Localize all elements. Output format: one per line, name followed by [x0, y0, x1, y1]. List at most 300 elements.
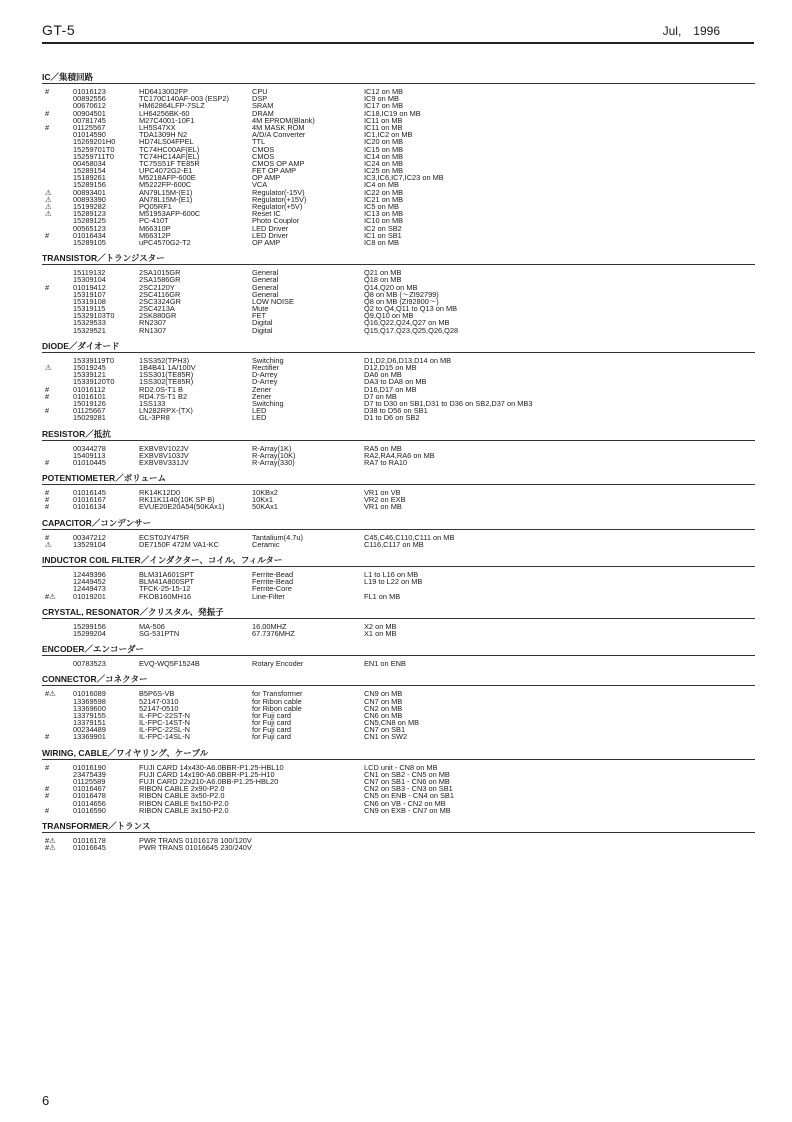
parts-list [42, 72, 755, 858]
part-type: CMOS OP AMP [252, 158, 305, 168]
part-description: TDA1309H N2 [139, 130, 188, 140]
parts-section [42, 748, 755, 814]
part-number: 00893390 [73, 194, 106, 204]
part-number: 00892556 [73, 94, 106, 104]
part-number: 15339121 [73, 370, 106, 380]
part-number: 15269201H0 [73, 137, 116, 147]
part-description: EXBV8V102JV [139, 443, 189, 453]
part-number: 00565123 [73, 223, 106, 233]
row-mark: # [45, 282, 50, 292]
part-type: Rotary Encoder [252, 659, 304, 669]
header-rule [42, 42, 754, 44]
part-description: TC170C140AF-003 (ESP2) [139, 94, 229, 104]
part-description: 2SA1586GR [139, 275, 181, 285]
parts-section [42, 429, 755, 467]
part-number: 13529104 [73, 539, 106, 549]
part-description: MA-506 [139, 621, 165, 631]
part-description: RN1307 [139, 325, 167, 335]
part-type: Photo Couplor [252, 216, 300, 226]
part-description: EXBV8V103JV [139, 450, 189, 460]
parts-row [42, 844, 755, 851]
part-number: 23475439 [73, 769, 106, 779]
part-location: Q16,Q22,Q24,Q27 on MB [364, 318, 450, 328]
part-location: CN5,CN8 on MB [364, 718, 420, 728]
part-number: 00347212 [73, 532, 106, 542]
part-type: LOW NOISE [252, 296, 294, 306]
part-description: PWR TRANS 01016178 100/120V [139, 835, 252, 845]
part-type: 10Kx1 [252, 495, 273, 505]
part-description: 2SC3324GR [139, 296, 181, 306]
section-rule [42, 83, 755, 84]
part-description: TFCK-25-15-12 [139, 584, 191, 594]
part-number: 15289105 [73, 237, 106, 247]
part-number: 15299204 [73, 628, 106, 638]
section-rule [42, 618, 755, 619]
part-number: 13369600 [73, 703, 106, 713]
part-description: 52147-0310 [139, 696, 179, 706]
part-location: D7 on MB [364, 391, 397, 401]
part-number: 15329103T0 [73, 311, 115, 321]
part-location: IC17 on MB [364, 101, 404, 111]
document-model: GT-5 [42, 22, 76, 38]
part-description: 2SK880GR [139, 311, 177, 321]
part-description: LH5S47XX [139, 122, 176, 132]
part-description: 1SS133 [139, 398, 166, 408]
part-description: BLM41A800SPT [139, 577, 195, 587]
part-location: CN2 on SB3 - CN3 on SB1 [364, 784, 453, 794]
part-type: CMOS [252, 144, 275, 154]
section-rule [42, 655, 755, 656]
section-title: TRANSFORMER／トランス [42, 820, 151, 831]
parts-row [42, 733, 755, 740]
part-type: Digital [252, 318, 273, 328]
part-description: TC74HC14AF(EL) [139, 151, 200, 161]
part-number: 15289156 [73, 180, 106, 190]
part-location: RA2,RA4,RA6 on MB [364, 450, 435, 460]
part-location: IC13 on MB [364, 209, 404, 219]
part-type: R-Array(1K) [252, 443, 292, 453]
row-mark: # [45, 502, 50, 512]
part-type: VCA [252, 180, 268, 190]
section-title: TRANSISTOR／トランジスター [42, 253, 165, 264]
part-location: CN6 on MB [364, 710, 403, 720]
part-number: 01016101 [73, 391, 106, 401]
part-description: RIBON CABLE 2x90-P2.0 [139, 784, 225, 794]
part-type: for Ribon cable [252, 703, 302, 713]
part-location: IC21 on MB [364, 194, 404, 204]
part-description: M5222FP-600C [139, 180, 192, 190]
part-type: Mute [252, 304, 269, 314]
part-description: IL-FPC-22SL-N [139, 725, 190, 735]
part-number: 13369598 [73, 696, 106, 706]
part-type: LED Driver [252, 230, 289, 240]
part-number: 01014656 [73, 798, 106, 808]
part-number: 15029281 [73, 413, 106, 423]
part-type: 67.7376MHZ [252, 628, 295, 638]
part-type: for Fuji card [252, 732, 292, 742]
part-location: IC1 on SB1 [364, 230, 402, 240]
part-number: 15339119T0 [73, 355, 114, 365]
section-rule [42, 264, 755, 265]
part-location: LCD unit - CN8 on MB [364, 762, 438, 772]
part-number: 15319115 [73, 304, 106, 314]
row-mark: # [45, 488, 50, 498]
part-type: 4M MASK ROM [252, 122, 305, 132]
part-location: IC4 on MB [364, 180, 399, 190]
part-number: 01125667 [73, 406, 106, 416]
part-number: 01016645 [73, 843, 106, 853]
part-number: 12449452 [73, 577, 106, 587]
part-description: IL-FPC-14ST-N [139, 718, 190, 728]
row-mark: ⚠ [45, 539, 52, 549]
part-description: HD6413002FP [139, 87, 188, 96]
part-type: FET [252, 311, 266, 321]
section-title: WIRING, CABLE／ワイヤリング、ケーブル [42, 747, 209, 758]
part-number: 00344278 [73, 443, 106, 453]
part-number: 15259701T0 [73, 144, 115, 154]
parts-section [42, 341, 755, 422]
part-location: IC9 on MB [364, 94, 399, 104]
parts-row [42, 630, 755, 637]
part-type: DRAM [252, 108, 274, 118]
part-location: X1 on MB [364, 628, 397, 638]
part-description: 2SC4116GR [139, 289, 181, 299]
part-number: 15289123 [73, 209, 106, 219]
part-description: PC-410T [139, 216, 169, 226]
row-mark: # [45, 457, 50, 467]
part-type: CMOS [252, 151, 275, 161]
part-location: IC8 on MB [364, 237, 399, 247]
part-type: Digital [252, 325, 273, 335]
part-description: HM62864LFP-7SLZ [139, 101, 205, 111]
page-number: 6 [42, 1093, 50, 1108]
part-description: RK14K12D0 [139, 488, 181, 498]
part-location: CN7 on MB [364, 696, 403, 706]
part-location: IC3,IC6,IC7,IC23 on MB [364, 173, 444, 183]
row-mark: # [45, 805, 50, 815]
part-description: 52147-0510 [139, 703, 179, 713]
part-description: EVUE20E20A54(50KAx1) [139, 502, 225, 512]
part-location: CN7 on SB1 [364, 725, 406, 735]
part-location: Q18 on MB [364, 275, 402, 285]
part-description: FKOB160MH16 [139, 591, 192, 601]
part-description: BLM31A601SPT [139, 570, 195, 579]
part-location: RA7 to RA10 [364, 457, 408, 467]
part-description: 2SA1015GR [139, 268, 181, 278]
part-location: VR2 on EXB [364, 495, 406, 505]
row-mark: # [45, 406, 50, 416]
part-location: D12,D15 on MB [364, 363, 417, 372]
part-location: IC22 on MB [364, 187, 404, 197]
part-type: Line-Filter [252, 591, 285, 601]
part-number: 01014590 [73, 130, 106, 140]
part-location: IC14 on MB [364, 151, 404, 161]
parts-row [42, 414, 755, 421]
part-type: SRAM [252, 101, 274, 111]
part-number: 15329533 [73, 318, 106, 328]
row-mark: ⚠ [45, 187, 52, 197]
part-number: 00234489 [73, 725, 106, 735]
part-type: Regulator(+5V) [252, 202, 303, 211]
part-type: for Transformer [252, 689, 303, 699]
part-type: LED [252, 406, 267, 416]
part-number: 13369901 [73, 732, 106, 742]
part-location: IC11 on MB [364, 122, 403, 132]
part-number: 01016145 [73, 488, 106, 498]
part-location: IC1,IC2 on MB [364, 130, 413, 140]
part-number: 15019245 [73, 363, 106, 372]
part-number: 01016134 [73, 502, 106, 512]
section-title: INDUCTOR COIL FILTER／インダクター、コイル、フィルター [42, 555, 283, 565]
part-location: DA3 to DA8 on MB [364, 377, 427, 387]
part-description: HD74LS04FPEL [139, 137, 194, 147]
section-rule [42, 440, 755, 441]
part-type: Switching [252, 398, 284, 408]
parts-section [42, 253, 755, 334]
part-description: 2SC4213A [139, 304, 175, 314]
row-mark: ⚠ [45, 209, 52, 219]
part-location: IC2 on SB2 [364, 223, 402, 233]
part-number: 13379155 [73, 710, 106, 720]
part-type: OP AMP [252, 237, 281, 247]
part-type: 50KAx1 [252, 502, 278, 512]
part-description: IL-FPC-14SL-N [139, 732, 190, 742]
part-type: D-Arrey [252, 377, 278, 387]
part-number: 01016089 [73, 689, 106, 699]
row-mark: # [45, 87, 50, 96]
parts-section [42, 72, 755, 246]
row-mark: # [45, 791, 50, 801]
parts-section [42, 821, 755, 851]
date-month: Jul, [662, 24, 682, 38]
row-mark: #⚠ [45, 689, 56, 699]
part-location: CN6 on VB - CN2 on MB [364, 798, 446, 808]
part-location: CN5 on ENB - CN4 on SB1 [364, 791, 454, 801]
part-type: Zener [252, 391, 272, 401]
section-rule [42, 759, 755, 760]
part-number: 01016434 [73, 230, 106, 240]
part-location: VR1 on MB [364, 502, 402, 512]
part-type: LED [252, 413, 267, 423]
part-type: LED Driver [252, 223, 289, 233]
part-number: 15409113 [73, 450, 106, 460]
part-location: IC10 on MB [364, 216, 404, 226]
part-number: 00670612 [73, 101, 106, 111]
part-description: 2SC2120Y [139, 282, 175, 292]
part-type: A/D/A Converter [252, 130, 306, 140]
part-location: Q14,Q20 on MB [364, 282, 418, 292]
row-mark: #⚠ [45, 843, 56, 853]
part-number: 01016467 [73, 784, 106, 794]
part-number: 01016178 [73, 835, 106, 845]
part-number: 01019201 [73, 591, 106, 601]
part-description: LH64256BK-60 [139, 108, 190, 118]
part-type: General [252, 289, 279, 299]
part-description: IL-FPC-22ST-N [139, 710, 190, 720]
row-mark: ⚠ [45, 363, 52, 372]
part-location: L19 to L22 on MB [364, 577, 423, 587]
row-mark: # [45, 122, 50, 132]
part-location: C116,C117 on MB [364, 539, 424, 549]
part-type: Ceramic [252, 539, 280, 549]
parts-row [42, 660, 755, 667]
part-type: D-Arrey [252, 370, 278, 380]
section-title: POTENTIOMETER／ポリューム [42, 473, 166, 484]
part-description: 1SS301(TE85R) [139, 370, 194, 380]
part-number: 00893401 [73, 187, 106, 197]
part-location: D16,D17 on MB [364, 384, 417, 394]
part-description: RIBON CABLE 5x150-P2.0 [139, 798, 229, 808]
part-location: IC20 on MB [364, 137, 404, 147]
part-type: for Fuji card [252, 710, 292, 720]
part-type: General [252, 282, 279, 292]
part-type: DSP [252, 94, 268, 104]
section-title: ENCODER／エンコーダー [42, 644, 145, 655]
part-number: 15289154 [73, 166, 106, 176]
part-type: Ferrite-Core [252, 584, 292, 594]
part-description: EXBV8V331JV [139, 457, 189, 467]
part-location: X2 on MB [364, 621, 397, 631]
part-location: VR1 on VB [364, 488, 401, 498]
date-year: 1996 [693, 24, 720, 38]
part-description: 1B4B41 1A/100V [139, 363, 196, 372]
part-type: Tantalium(4.7u) [252, 532, 303, 542]
part-description: PQ05RF1 [139, 202, 172, 211]
part-location: IC25 on MB [364, 166, 404, 176]
part-type: OP AMP [252, 173, 281, 183]
part-location: Q8 on MB (ZI92800〜) [364, 296, 439, 306]
part-number: 15329521 [73, 325, 106, 335]
part-number: 01016123 [73, 87, 106, 96]
parts-section [42, 674, 755, 740]
section-rule [42, 832, 755, 833]
row-mark: ⚠ [45, 202, 52, 211]
part-description: M66310P [139, 223, 171, 233]
part-location: DA6 on MB [364, 370, 402, 380]
part-number: 01125589 [73, 777, 106, 786]
row-mark: # [45, 108, 50, 118]
part-number: 13379151 [73, 718, 106, 728]
part-type: Zener [252, 384, 272, 394]
part-description: ECST0JY475R [139, 532, 190, 542]
part-number: 01016190 [73, 762, 106, 772]
row-mark: ⚠ [45, 194, 52, 204]
part-description: UPC4072G2-E1 [139, 166, 193, 176]
part-type: 4M EPROM(Blank) [252, 115, 315, 125]
part-number: 01016478 [73, 791, 106, 801]
part-number: 15319107 [73, 289, 106, 299]
part-location: IC24 on MB [364, 158, 404, 168]
part-location: RA5 on MB [364, 443, 402, 453]
part-location: D1 to D6 on SB2 [364, 413, 420, 423]
part-type: Reset IC [252, 209, 281, 219]
parts-row [42, 239, 755, 246]
part-number: 15019126 [73, 398, 106, 408]
part-location: IC18,IC19 on MB [364, 108, 421, 118]
part-description: RD2.0S-T1 B [139, 384, 183, 394]
part-number: 01010445 [73, 457, 106, 467]
part-type: for Fuji card [252, 725, 292, 735]
section-title: RESISTOR／抵抗 [42, 428, 111, 439]
part-type: CPU [252, 87, 268, 96]
part-description: M27C4001-10F1 [139, 115, 195, 125]
part-description: 1SS302(TE85R) [139, 377, 194, 387]
part-number: 15339120T0 [73, 377, 115, 387]
part-number: 15309104 [73, 275, 106, 285]
part-type: for Fuji card [252, 718, 292, 728]
part-number: 01016590 [73, 805, 106, 815]
part-description: DE7150F 472M VA1-KC [139, 539, 219, 549]
part-location: C45,C46,C110,C111 on MB [364, 532, 455, 542]
row-mark: # [45, 784, 50, 794]
part-type: General [252, 275, 279, 285]
part-description: LN282RPX-(TX) [139, 406, 193, 416]
row-mark: #⚠ [45, 591, 56, 601]
part-location: IC12 on MB [364, 87, 404, 96]
part-description: M51953AFP-600C [139, 209, 201, 219]
part-type: 16.00MHZ [252, 621, 287, 631]
part-number: 12449396 [73, 570, 106, 579]
part-location: EN1 on ENB [364, 659, 406, 669]
part-description: GL-3PR8 [139, 413, 170, 423]
part-type: 10KBx2 [252, 488, 278, 498]
row-mark: # [45, 762, 50, 772]
part-description: FUJI CARD 14x190-A6.0BBR-P1.25-H10 [139, 769, 275, 779]
parts-row [42, 541, 755, 548]
part-location: Q8 on MB (〜ZI92799) [364, 289, 439, 299]
part-number: 00904501 [73, 108, 106, 118]
part-type: FET OP AMP [252, 166, 297, 176]
parts-section [42, 555, 755, 600]
part-description: SG-531PTN [139, 628, 180, 638]
part-location: D1,D2,D6,D13,D14 on MB [364, 355, 452, 365]
part-type: for Ribon cable [252, 696, 302, 706]
part-location: CN9 on EXB - CN7 on MB [364, 805, 451, 815]
part-number: 12449473 [73, 584, 106, 594]
part-description: AN79L15M-(E1) [139, 187, 193, 197]
section-title: CRYSTAL, RESONATOR／クリスタル、発振子 [42, 606, 224, 617]
part-location: L1 to L16 on MB [364, 570, 419, 579]
row-mark: #⚠ [45, 835, 56, 845]
section-rule [42, 484, 755, 485]
parts-section [42, 644, 755, 667]
part-description: RN2307 [139, 318, 167, 328]
part-type: Ferrite-Bead [252, 577, 294, 587]
part-location: D38 to D56 on SB1 [364, 406, 428, 416]
part-description: 1SS352(TPH3) [139, 355, 190, 365]
row-mark: # [45, 532, 50, 542]
part-type: Switching [252, 355, 284, 365]
part-location: IC15 on MB [364, 144, 404, 154]
section-rule [42, 529, 755, 530]
part-number: 00458034 [73, 158, 106, 168]
part-type: Ferrite-Bead [252, 570, 294, 579]
part-number: 01016167 [73, 495, 106, 505]
part-type: R-Array(10K) [252, 450, 296, 460]
part-description: M5218AFP-600E [139, 173, 196, 183]
parts-row [42, 327, 755, 334]
part-description: TC74HC00AF(EL) [139, 144, 200, 154]
parts-row [42, 807, 755, 814]
part-location: FL1 on MB [364, 591, 401, 601]
section-rule [42, 566, 755, 567]
section-title: DIODE／ダイオード [42, 340, 120, 351]
part-number: 15259711T0 [73, 151, 114, 161]
part-description: uPC4570G2-T2 [139, 237, 191, 247]
section-rule [42, 685, 755, 686]
row-mark: # [45, 230, 50, 240]
part-location: CN2 on MB [364, 703, 403, 713]
